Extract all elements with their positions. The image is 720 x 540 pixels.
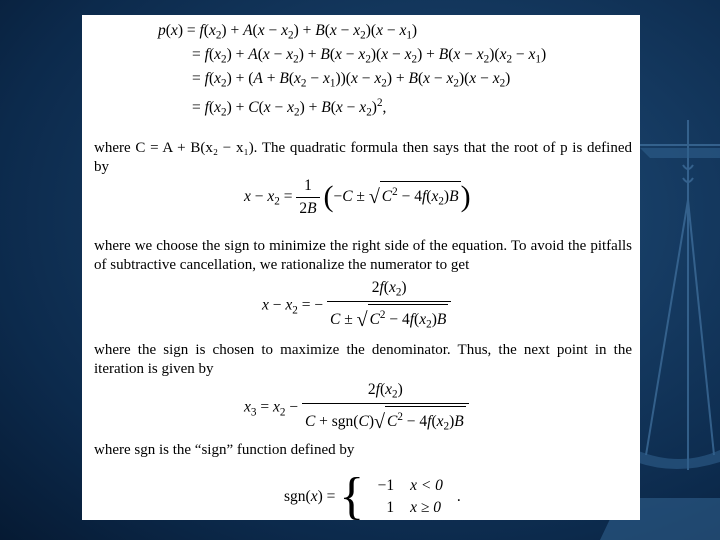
equation-p-line-2: = $f(x_2) + A(x - x_2) + B(x - x_2)(x - x_2) + B(x - x_2)(x_2 - x_1)$ bbox=[192, 46, 547, 66]
paragraph-rationalize: where we choose the sign to minimize the right side of the equation. To avoid the pitfalls of subtractive cancellation, we rationalize the numerator to get bbox=[94, 238, 632, 273]
equation-x3-iteration: $x_3 = x_2$ − $\frac{2f(x_2)}{C + sgn(C)√ C^2 - 4f(x_2)B}$ bbox=[244, 381, 469, 435]
equation-root-quadratic: $x - x_2$ = $\frac{1}{2B}$ (−C ± √ $C^2 - 4f(x_2)B$) bbox=[244, 177, 471, 217]
equation-sgn-definition: sgn(x) = { −1 x < 0 1 x ≥ 0 . bbox=[284, 467, 461, 520]
sgn-case-condition: x ≥ 0 bbox=[410, 499, 441, 517]
sgn-case-condition: x < 0 bbox=[410, 477, 443, 495]
paragraph-next-point: where the sign is chosen to maximize the denominator. Thus, the next point in the iteration is given by bbox=[94, 342, 632, 377]
textbook-page bbox=[82, 15, 640, 520]
sgn-case-negative bbox=[368, 475, 443, 497]
sgn-case-value: −1 bbox=[377, 477, 395, 495]
equation-p-line-1: $p(x) = f(x_2) + A(x - x_2) + B(x - x_2)(x - x_1)$ bbox=[158, 22, 418, 42]
equation-p-line-4: = $f(x_2) + C(x - x_2) + B(x - x_2)^2$, bbox=[192, 97, 387, 119]
paragraph-sign-function: where sgn is the “sign” function defined by bbox=[94, 442, 355, 458]
sgn-case-value: 1 bbox=[386, 499, 395, 517]
left-brace: { bbox=[339, 468, 365, 520]
paragraph-quadratic-formula: where C = A + B(x₂ − x₁). The quadratic formula then says that the root of p is defined by bbox=[94, 140, 632, 175]
sgn-case-nonnegative bbox=[368, 497, 443, 519]
sgn-cases bbox=[368, 475, 443, 519]
equation-p-line-3: = $f(x_2) + (A + B(x_2 - x_1))(x - x_2) + B(x - x_2)(x - x_2)$ bbox=[192, 70, 511, 90]
equation-rationalized: $x - x_2$ = − $\frac{2f(x_2)}{C \pm √ C^2 - 4f(x_2)B}$ bbox=[262, 279, 451, 333]
